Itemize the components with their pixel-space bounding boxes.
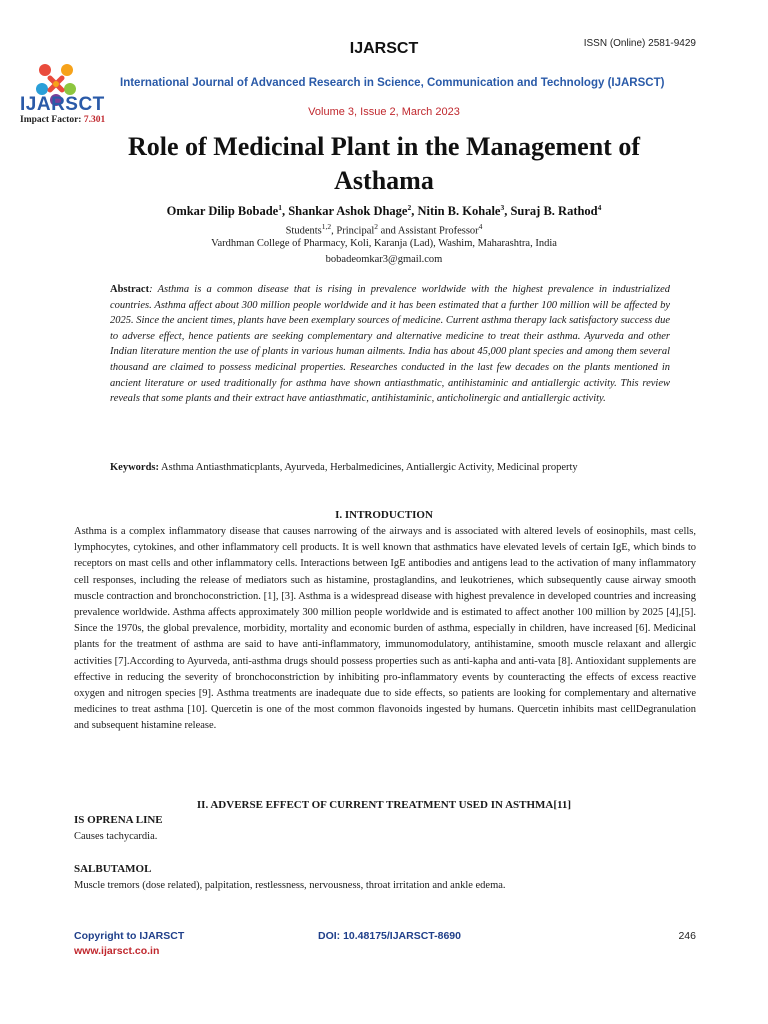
keywords xyxy=(110,460,670,476)
abstract-text: : Asthma is a common disease that is rising in prevalence worldwide with the highest prevalence in industrialized countries. Asthma affect about 300 million people worldwide and it has been estimated that a further 100 million will be affected by 2025. Since the ancient times, plants have been exemplary sources of medicine. Current asthma therapy lack satisfactory success due to adverse effect, hence patients are seeking complementary and alternative medicine to treat their asthma. Ayurveda and other Indian literature mention the use of plants in various human ailments. India has about 45,000 plant species and among them several thousand are claimed to possess medicinal properties. Researches conducted in the last few decades on the plants mentioned in ancient literature or used traditionally for asthma have shown antiasthmatic, antihistaminic and antiallergic activity. This review reveals that some plants and their extract have antiasthmatic, antihistaminic, anticholinergic and antiallergic activity. xyxy=(110,284,670,405)
section-heading-adverse-effect: II. ADVERSE EFFECT OF CURRENT TREATMENT USED IN ASTHMA[11] xyxy=(196,799,572,811)
author-name: Nitin B. Kohale xyxy=(417,204,501,219)
affiliation: Vardhman College of Pharmacy, Koli, Karanja (Lad), Washim, Maharashtra, India xyxy=(211,238,557,249)
footer-copyright: Copyright to IJARSCT xyxy=(74,930,185,942)
author-name: Shankar Ashok Dhage xyxy=(288,204,408,219)
impact-factor: Impact Factor: 7.301 xyxy=(20,115,106,125)
drug-heading-isoprenaline: IS OPRENA LINE xyxy=(74,814,163,826)
journal-full-name: International Journal of Advanced Research in Science, Communication and Technology (IJARSCT) xyxy=(120,77,665,89)
drug-effect-salbutamol: Muscle tremors (dose related), palpitation, restlessness, nervousness, throat irritation and ankle edema. xyxy=(74,880,506,891)
abstract-label: Abstract xyxy=(110,284,150,295)
volume-issue: Volume 3, Issue 2, March 2023 xyxy=(308,106,460,118)
section-heading-introduction: I. INTRODUCTION xyxy=(335,509,433,521)
author-roles: Students$^{1,2}$, Principal$^2$ and Assistant Professor$^4$ xyxy=(285,222,483,237)
author-name: Omkar Dilip Bobade xyxy=(166,204,279,219)
impact-factor-value: 7.301 xyxy=(83,115,106,125)
page-number: 246 xyxy=(678,930,696,942)
author-list: Omkar Dilip Bobade$^1$, Shankar Ashok Dhage$^2$, Nitin B. Kohale$^3$, Suraj B. Rathod$^4$ xyxy=(166,203,602,219)
paper-title: Role of Medicinal Plant in the Management of Asthama xyxy=(128,132,640,195)
keywords-text: Asthma Antiasthmaticplants, Ayurveda, Herbalmedicines, Antiallergic Activity, Medicinal property xyxy=(159,462,578,473)
journal-short-name: IJARSCT xyxy=(349,40,419,57)
author-name: Suraj B. Rathod xyxy=(510,204,598,219)
introduction-text: Asthma is a complex inflammatory disease that causes narrowing of the airways and is associated with altered levels of eosinophils, mast cells, lymphocytes, cytokines, and other inflammatory cell products. It is well known that asthmatics have elevated levels of certain IgE, which binds to receptors on mast cells and other inflammatory cells. Interactions between IgE antibodies and antigens lead to the activation of many inflammatory cell responses, including the release of mediators such as histamine, prostaglandins, and leukotrienes, which subsequently cause airway smooth muscle contraction and bronchoconstriction. [1], [3]. Asthma is a widespread disease with highest prevalence in developed countries and increasing prevalence worldwide. Asthma affects approximately 300 million people worldwide and is estimated to affect another 100 million by 2025 [4],[5]. Since the 1970s, the global prevalence, morbidity, mortality and economic burden of asthma, especially in children, have increased [6]. Medicinal plants for the treatment of asthma are said to have anti-inflammatory, immunomodulatory, antihistamine, smooth muscle relaxant and allergic activities [7].According to Ayurveda, anti-asthma drugs should possess properties such as anti-kapha and anti-vata [8]. Antioxidant supplements are effective in reducing the severity of bronchoconstriction by inhibiting pro-inflammatory events by counteracting the effects of excess reactive oxygen and nitrogen species [9]. Asthma treatments are inadequate due to side effects, so patients are looking for complementary and alternative medicines to treat asthma [10]. Quercetin is one of the most common flavonoids ingested by humans. Quercetin inhibits mast cellDegranulation and subsequent histamine release. xyxy=(74,526,696,732)
drug-effect-isoprenaline: Causes tachycardia. xyxy=(74,831,158,842)
footer-website-link[interactable]: www.ijarsct.co.in xyxy=(74,945,160,957)
drug-heading-salbutamol: SALBUTAMOL xyxy=(74,863,152,875)
brand-logo-text: IJARSCT xyxy=(20,94,105,115)
author-email[interactable]: bobadeomkar3@gmail.com xyxy=(325,254,443,265)
footer-doi[interactable]: DOI: 10.48175/IJARSCT-8690 xyxy=(318,930,461,942)
abstract xyxy=(110,282,670,407)
keywords-label: Keywords: xyxy=(110,462,159,473)
issn: ISSN (Online) 2581-9429 xyxy=(583,38,696,49)
